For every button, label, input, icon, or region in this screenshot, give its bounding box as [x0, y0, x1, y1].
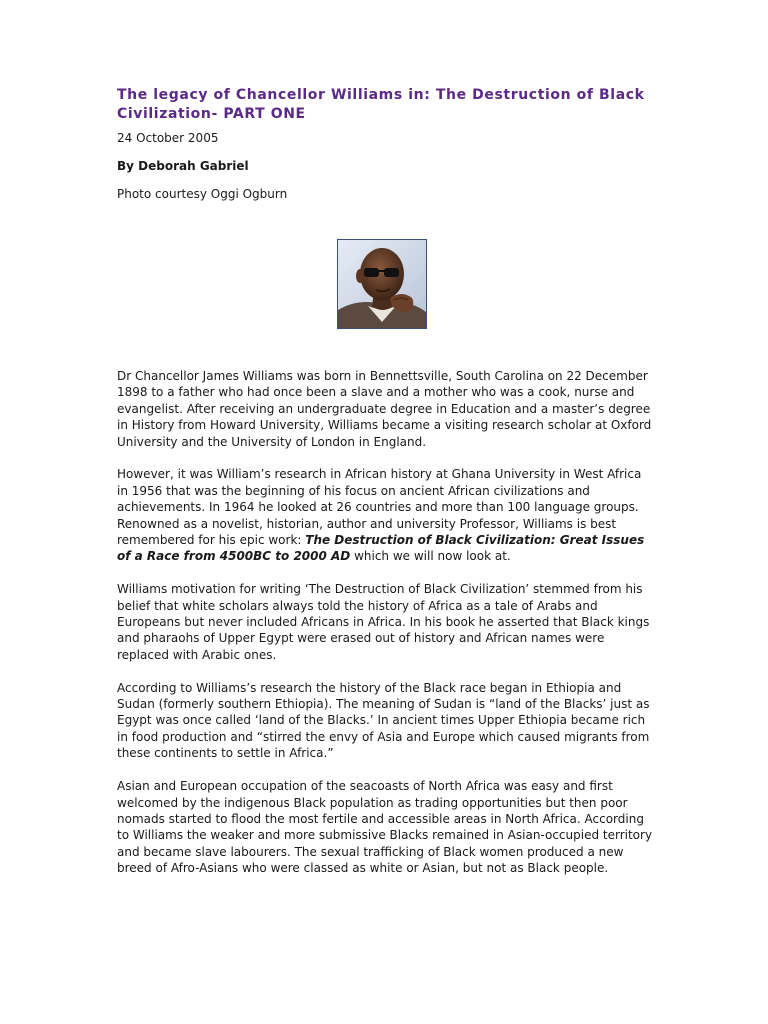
paragraph-4: According to Williams’s research the history of the Black race began in Ethiopia and Sudan (formerly southern Ethiopia). The meaning of Sudan is “land of the Blacks’ just as Egypt was once called ‘land of the Blacks.’ In ancient times Upper Ethiopia became rich in food production and “stirred the envy of Asia and Europe which caused migrants from these continents to settle in Africa.” [117, 680, 650, 761]
paragraph-5: Asian and European occupation of the seacoasts of North Africa was easy and first welcomed by the indigenous Black population as trading opportunities but then poor nomads started to flood the most fertile and accessible areas in North Africa. According to Williams the weaker and more submissive Blacks remained in Asian-occupied territory and became slave labourers. The sexual trafficking of Black women produced a new breed of Afro-Asians who were classed as white or Asian, but not as Black people. [117, 779, 653, 876]
paragraph-3: Williams motivation for writing ‘The Destruction of Black Civilization’ stemmed from his belief that white scholars always told the history of Africa as a tale of Arabs and Europeans but never included Africans in Africa. In his book he asserted that Black kings and pharaohs of Upper Egypt were erased out of history and African names were replaced with Arabic ones. [117, 582, 650, 662]
paragraph-2-text-end: which we will now look at. [350, 549, 511, 564]
book-title: The Destruction of Black Civilization: Great Issues of a Race from 4500BC to 2000 AD [117, 533, 645, 564]
article-byline: By Deborah Gabriel [117, 159, 249, 173]
photo-credit: Photo courtesy Oggi Ogburn [117, 187, 288, 201]
portrait-image [338, 240, 426, 328]
article-date: 24 October 2005 [117, 131, 219, 145]
paragraph-2 [117, 466, 653, 564]
paragraph-1: Dr Chancellor James Williams was born in Bennettsville, South Carolina on 22 December 1898 to a father who had once been a slave and a mother who was a cook, nurse and evangelist. After receiving an undergraduate degree in Education and a master’s degree in History from Howard University, Williams became a visiting research scholar at Oxford University and the University of London in England. [117, 369, 652, 449]
paragraph-2-text-start: However, it was William’s research in African history at Ghana University in West Africa in 1956 that was the beginning of his focus on ancient African civilizations and achievements. In 1964 he looked at 26 countries and more than 100 language groups. Renowned as a novelist, historian, author and university Professor, Williams is best remembered for his epic work: [117, 467, 642, 548]
article-title: The legacy of Chancellor Williams in: The Destruction of Black Civilization- PART ONE [117, 87, 645, 122]
article [117, 86, 653, 877]
author-portrait [337, 239, 427, 329]
